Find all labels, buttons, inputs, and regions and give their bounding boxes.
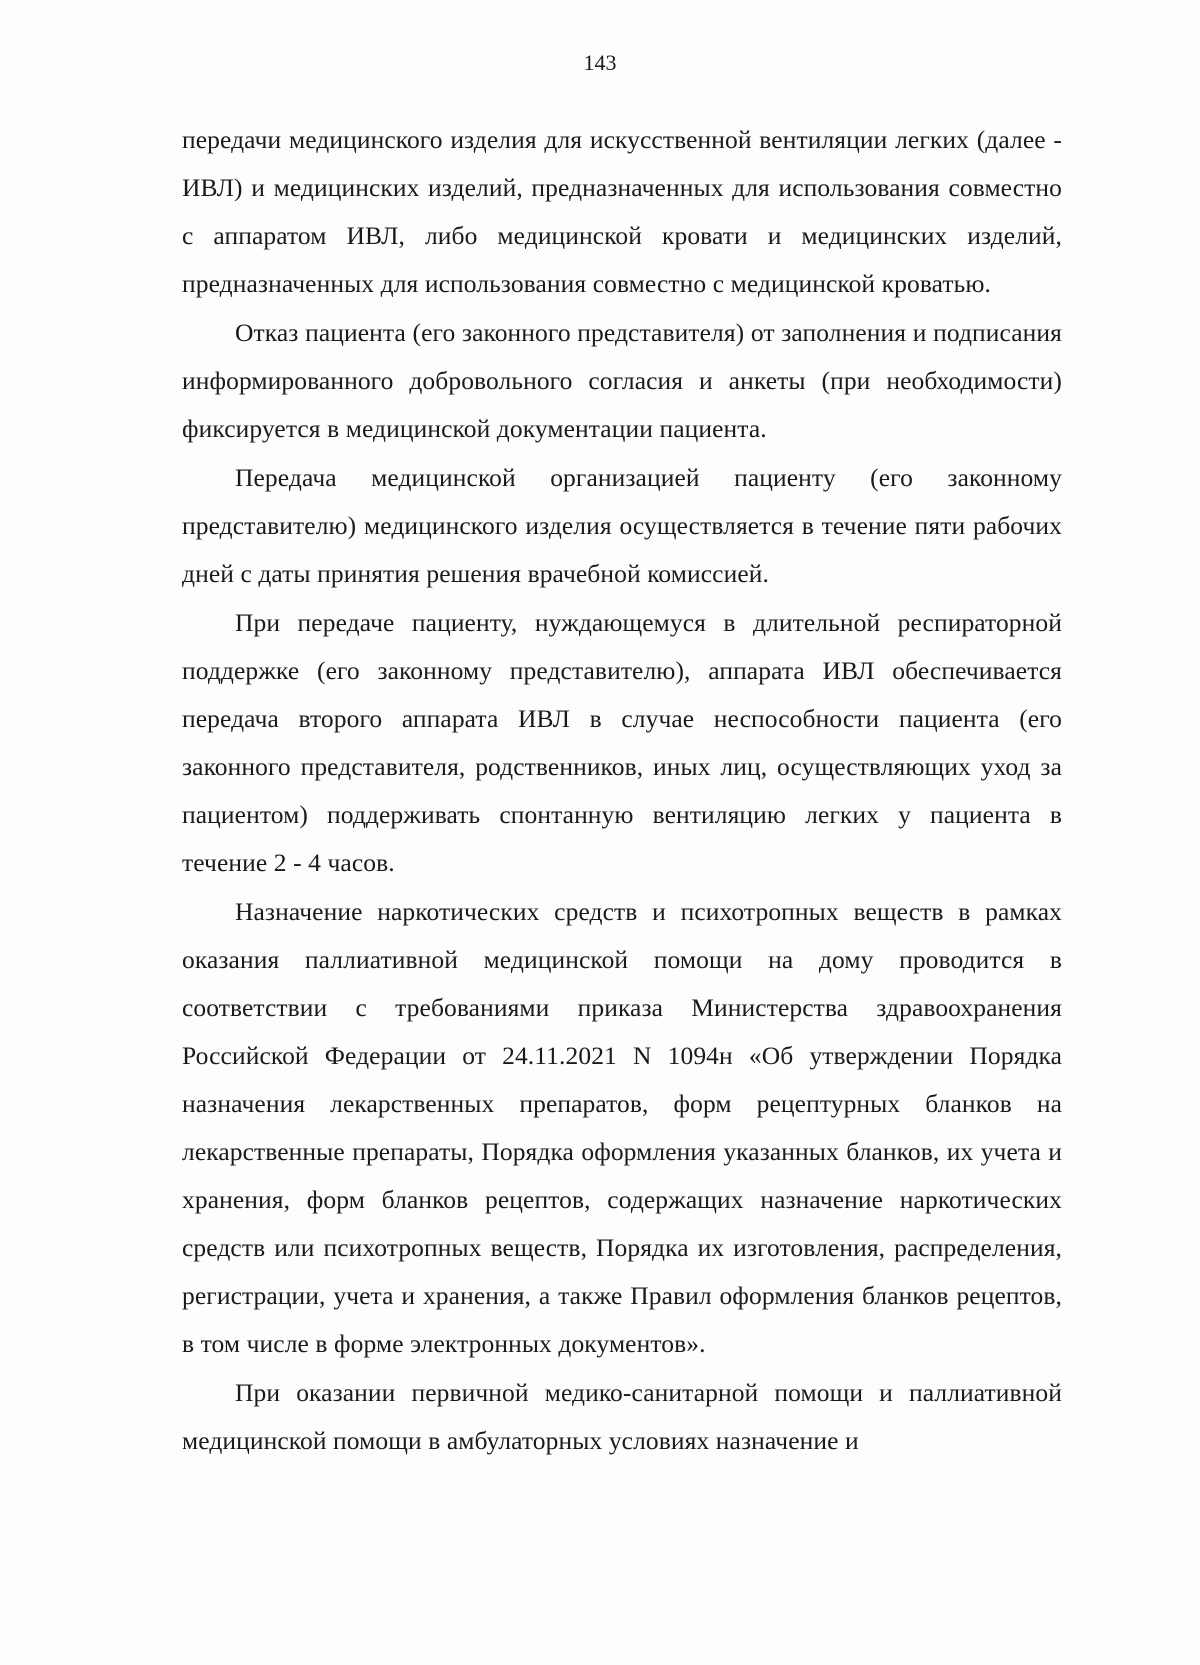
document-body [182,116,1062,1465]
page-number: 143 [583,50,617,75]
paragraph-device-transfer-term: Передача медицинской организацией пациенту (его законному представителю) медицинского изделия осуществляется в течение пяти рабочих дней с даты принятия решения врачебной комиссией. [182,463,1062,588]
paragraph-outpatient-care: При оказании первичной медико-санитарной помощи и паллиативной медицинской помощи в амбулаторных условиях назначение и [182,1378,1062,1455]
paragraph-consent-refusal: Отказ пациента (его законного представителя) от заполнения и подписания информированного добровольного согласия и анкеты (при необходимости) фиксируется в медицинской документации пациента. [182,318,1062,443]
paragraph-ivl-transfer-continuation: передачи медицинского изделия для искусственной вентиляции легких (далее - ИВЛ) и медицинских изделий, предназначенных для использования совместно с аппаратом ИВЛ, либо медицинской кровати и медицинских изделий, предназначенных для использования совместно с медицинской кроватью. [182,125,1062,298]
paragraph-second-ivl-device: При передаче пациенту, нуждающемуся в длительной респираторной поддержке (его законному представителю), аппарата ИВЛ обеспечивается передача второго аппарата ИВЛ в случае неспособности пациента (его законного представителя, родственников, иных лиц, осуществляющих уход за пациентом) поддерживать спонтанную вентиляцию легких у пациента в течение 2 - 4 часов. [182,608,1062,877]
paragraph-narcotics-prescription: Назначение наркотических средств и психотропных веществ в рамках оказания паллиативной медицинской помощи на дому проводится в соответствии с требованиями приказа Министерства здравоохранения Российской Федерации от 24.11.2021 N 1094н «Об утверждении Порядка назначения лекарственных препаратов, форм рецептурных бланков на лекарственные препараты, Порядка оформления указанных бланков, их учета и хранения, форм бланков рецептов, содержащих назначение наркотических средств или психотропных веществ, Порядка их изготовления, распределения, регистрации, учета и хранения, а также Правил оформления бланков рецептов, в том числе в форме электронных документов». [182,897,1062,1358]
